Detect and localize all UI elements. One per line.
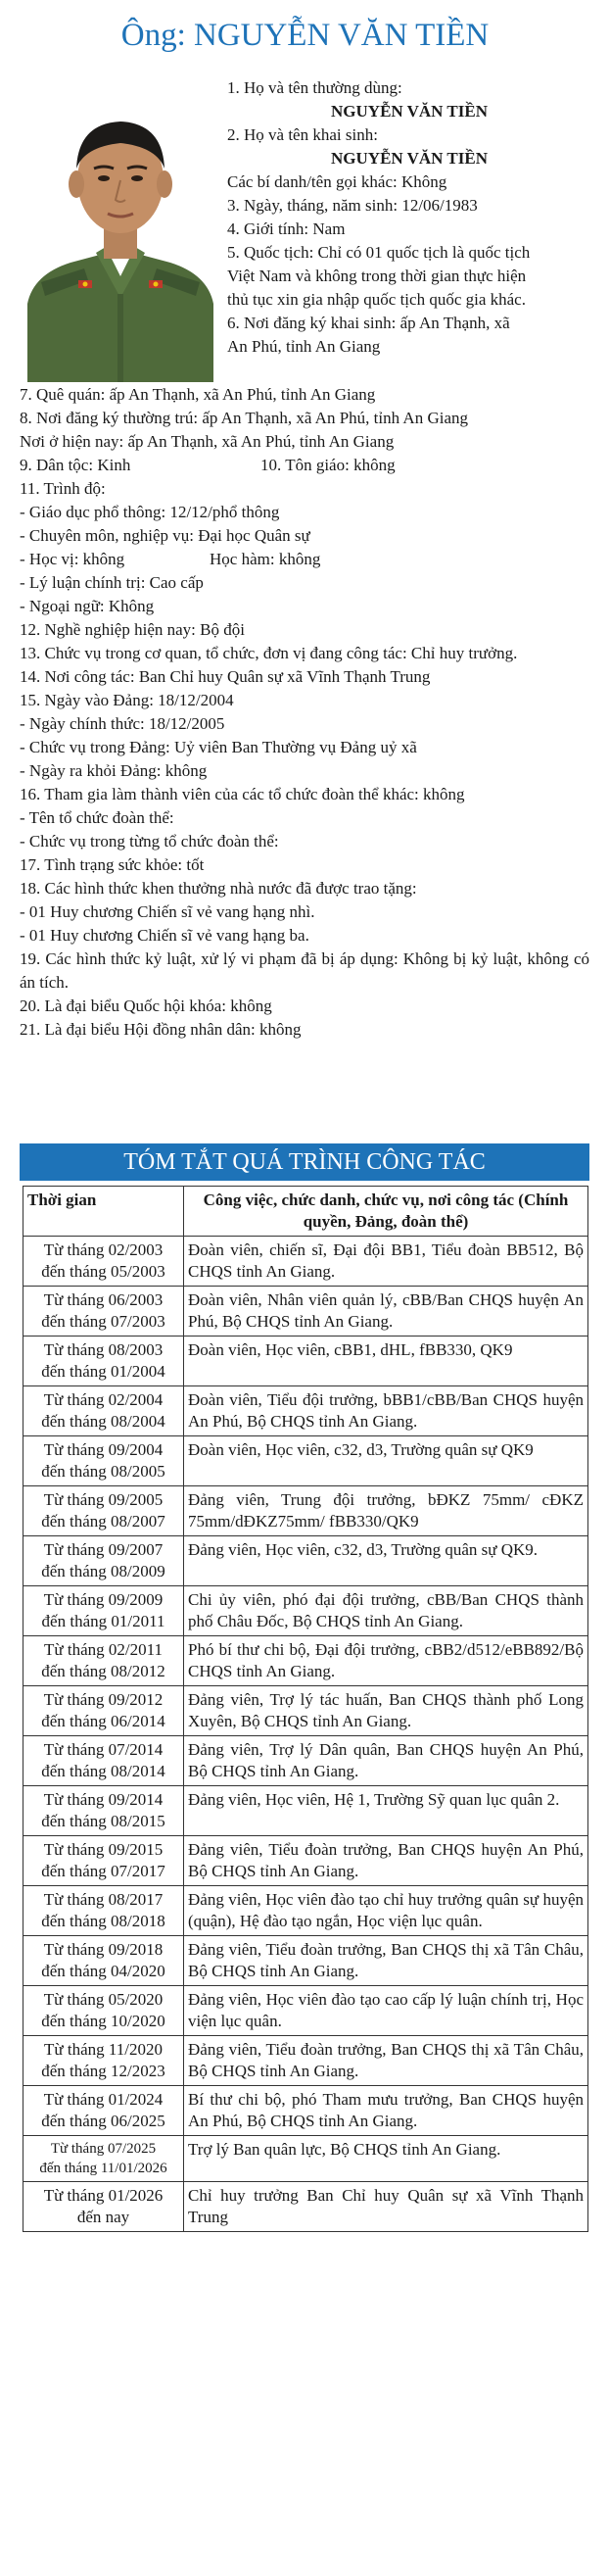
period-from: Từ tháng 11/2020 (44, 2040, 163, 2059)
field-gender: 4. Giới tính: Nam (227, 219, 346, 238)
period-from: Từ tháng 02/2011 (44, 1640, 163, 1659)
description-cell: Chỉ huy trưởng Ban Chỉ huy Quân sự xã Vĩnh Thạnh Trung (184, 2182, 588, 2232)
field-general-education: - Giáo dục phổ thông: 12/12/phổ thông (20, 503, 280, 521)
period-to: đến nay (76, 2208, 130, 2226)
table-row (23, 1886, 588, 1936)
table-row (23, 1386, 588, 1436)
field-workplace: 14. Nơi công tác: Ban Chỉ huy Quân sự xã Vĩnh Thạnh Trung (20, 667, 431, 686)
period-to: đến tháng 07/2017 (41, 1862, 165, 1880)
table-row (23, 1786, 588, 1836)
description-cell: Đảng viên, Học viên, c32, d3, Trường quân sự QK9. (184, 1536, 588, 1586)
description-cell: Đoàn viên, chiến sĩ, Đại đội BB1, Tiểu đoàn BB512, Bộ CHQS tỉnh An Giang. (184, 1237, 588, 1287)
table-row (23, 1337, 588, 1386)
field-hometown: 7. Quê quán: ấp An Thạnh, xã An Phú, tỉnh An Giang (20, 385, 376, 404)
column-header-description: Công việc, chức danh, chức vụ, nơi công tác (Chính quyền, Đảng, đoàn thể) (184, 1187, 588, 1237)
soldier-portrait-image (20, 73, 221, 382)
period-cell (23, 1736, 184, 1786)
table-row (23, 1636, 588, 1686)
period-cell (23, 1287, 184, 1337)
table-row (23, 1736, 588, 1786)
table-row (23, 2036, 588, 2086)
description-cell: Trợ lý Ban quân lực, Bộ CHQS tỉnh An Giang. (184, 2136, 588, 2182)
period-to: đến tháng 08/2015 (41, 1812, 165, 1830)
field-organization-position: - Chức vụ trong từng tổ chức đoàn thể: (20, 832, 279, 851)
table-row (23, 1436, 588, 1486)
period-from: Từ tháng 08/2017 (43, 1890, 164, 1909)
period-to: đến tháng 08/2005 (41, 1462, 165, 1481)
field-award-item: - 01 Huy chương Chiến sĩ vẻ vang hạng ba. (20, 926, 309, 945)
period-to: đến tháng 06/2025 (41, 2112, 165, 2130)
period-cell (23, 2182, 184, 2232)
period-cell (23, 1836, 184, 1886)
period-from: Từ tháng 09/2015 (43, 1840, 164, 1859)
period-from: Từ tháng 09/2009 (43, 1590, 164, 1609)
field-ethnicity: 9. Dân tộc: Kinh (20, 456, 131, 474)
career-table (23, 1186, 588, 2232)
description-cell: Bí thư chi bộ, phó Tham mưu trưởng, Ban CHQS huyện An Phú, Bộ CHQS tỉnh An Giang. (184, 2086, 588, 2136)
period-from: Từ tháng 09/2007 (43, 1540, 164, 1559)
field-health: 17. Tình trạng sức khỏe: tốt (20, 855, 205, 874)
period-cell (23, 1536, 184, 1586)
period-to: đến tháng 08/2014 (41, 1762, 165, 1780)
period-from: Từ tháng 01/2024 (43, 2090, 164, 2109)
field-organization-name: - Tên tổ chức đoàn thể: (20, 808, 174, 827)
period-to: đến tháng 06/2014 (41, 1712, 165, 1730)
period-from: Từ tháng 09/2005 (43, 1490, 164, 1509)
field-party-leave-date: - Ngày ra khỏi Đảng: không (20, 761, 208, 780)
field-permanent-residence: 8. Nơi đăng ký thường trú: ấp An Thạnh, xã An Phú, tỉnh An Giang (20, 409, 468, 427)
field-political-theory: - Lý luận chính trị: Cao cấp (20, 573, 204, 592)
period-cell (23, 1686, 184, 1736)
description-cell: Đảng viên, Trợ lý tác huấn, Ban CHQS thành phố Long Xuyên, Bộ CHQS tỉnh An Giang. (184, 1686, 588, 1736)
field-birth-registration-line-2: An Phú, tỉnh An Giang (227, 337, 381, 356)
table-row (23, 1536, 588, 1586)
field-nationality-line-1: 5. Quốc tịch: Chỉ có 01 quốc tịch là quốc tịch (227, 243, 531, 262)
period-cell (23, 1586, 184, 1636)
field-nationality-line-2: Việt Nam và không trong thời gian thực hiện (227, 267, 527, 285)
period-from: Từ tháng 09/2004 (43, 1440, 164, 1459)
period-cell (23, 1636, 184, 1686)
field-organization-membership: 16. Tham gia làm thành viên của các tổ chức đoàn thể khác: không (20, 785, 465, 803)
field-education-heading: 11. Trình độ: (20, 479, 106, 498)
field-degree: - Học vị: không (20, 550, 125, 568)
field-party-position: - Chức vụ trong Đảng: Uỷ viên Ban Thường vụ Đảng uỷ xã (20, 738, 417, 756)
period-from: Từ tháng 06/2003 (43, 1290, 164, 1309)
field-birth-name-value: NGUYỄN VĂN TIỀN (331, 149, 488, 168)
table-row (23, 2086, 588, 2136)
description-cell: Đảng viên, Tiểu đoàn trưởng, Ban CHQS huyện An Phú, Bộ CHQS tỉnh An Giang. (184, 1836, 588, 1886)
field-discipline: 19. Các hình thức kỷ luật, xử lý vi phạm đã bị áp dụng: Không bị kỷ luật, không có án tích. (20, 949, 589, 992)
table-row (23, 1237, 588, 1287)
description-cell: Đảng viên, Tiểu đoàn trưởng, Ban CHQS thị xã Tân Châu, Bộ CHQS tỉnh An Giang. (184, 1936, 588, 1986)
description-cell: Đảng viên, Học viên, Hệ 1, Trường Sỹ quan lục quân 2. (184, 1786, 588, 1836)
period-cell (23, 1486, 184, 1536)
table-row (23, 1936, 588, 1986)
field-party-official-date: - Ngày chính thức: 18/12/2005 (20, 714, 225, 733)
period-to: đến tháng 08/2018 (41, 1912, 165, 1930)
period-from: Từ tháng 08/2003 (43, 1340, 164, 1359)
field-birth-name-label: 2. Họ và tên khai sinh: (227, 125, 378, 144)
description-cell: Phó bí thư chi bộ, Đại đội trưởng, cBB2/d512/eBB892/Bộ CHQS tỉnh An Giang. (184, 1636, 588, 1686)
period-to: đến tháng 11/01/2026 (39, 2161, 167, 2176)
period-to: đến tháng 04/2020 (41, 1962, 165, 1980)
period-to: đến tháng 12/2023 (41, 2062, 165, 2080)
period-to: đến tháng 08/2009 (41, 1562, 165, 1580)
period-cell (23, 2036, 184, 2086)
period-to: đến tháng 01/2004 (41, 1362, 165, 1381)
period-to: đến tháng 08/2004 (41, 1412, 165, 1431)
period-from: Từ tháng 09/2014 (43, 1790, 164, 1809)
table-row (23, 1586, 588, 1636)
field-occupation: 12. Nghề nghiệp hiện nay: Bộ đội (20, 620, 245, 639)
period-cell (23, 1986, 184, 2036)
table-row (23, 1686, 588, 1736)
field-degree-rank (20, 548, 589, 571)
period-from: Từ tháng 02/2004 (43, 1390, 164, 1409)
profile-details (20, 383, 589, 1042)
period-to: đến tháng 01/2011 (41, 1612, 165, 1630)
field-date-of-birth: 3. Ngày, tháng, năm sinh: 12/06/1983 (227, 196, 478, 215)
period-to: đến tháng 07/2003 (41, 1312, 165, 1331)
period-from: Từ tháng 02/2003 (43, 1240, 164, 1259)
field-professional-education: - Chuyên môn, nghiệp vụ: Đại học Quân sự (20, 526, 310, 545)
period-from: Từ tháng 07/2014 (43, 1740, 164, 1759)
period-cell (23, 1786, 184, 1836)
career-table-header (23, 1187, 588, 1237)
career-table-body (23, 1237, 588, 2232)
description-cell: Đảng viên, Tiểu đoàn trưởng, Ban CHQS thị xã Tân Châu, Bộ CHQS tỉnh An Giang. (184, 2036, 588, 2086)
period-from: Từ tháng 09/2012 (43, 1690, 164, 1709)
field-ethnicity-religion (20, 454, 589, 477)
period-cell (23, 1936, 184, 1986)
period-cell (23, 2136, 184, 2182)
field-peoples-council: 21. Là đại biểu Hội đồng nhân dân: không (20, 1020, 302, 1039)
period-cell (23, 2086, 184, 2136)
field-aliases: Các bí danh/tên gọi khác: Không (227, 172, 447, 191)
period-cell (23, 1337, 184, 1386)
field-national-assembly: 20. Là đại biểu Quốc hội khóa: không (20, 996, 272, 1015)
description-cell: Đảng viên, Trợ lý Dân quân, Ban CHQS huyện An Phú, Bộ CHQS tỉnh An Giang. (184, 1736, 588, 1786)
field-foreign-language: - Ngoại ngữ: Không (20, 597, 155, 615)
field-common-name-label: 1. Họ và tên thường dùng: (227, 78, 402, 97)
period-from: Từ tháng 07/2025 (50, 2141, 157, 2157)
period-from: Từ tháng 01/2026 (43, 2186, 164, 2205)
profile-summary (227, 76, 591, 359)
field-award-item: - 01 Huy chương Chiến sĩ vẻ vang hạng nhì. (20, 902, 315, 921)
description-cell: Đoàn viên, Tiểu đội trưởng, bBB1/cBB/Ban CHQS huyện An Phú, Bộ CHQS tỉnh An Giang. (184, 1386, 588, 1436)
period-to: đến tháng 10/2020 (41, 2012, 165, 2030)
table-row (23, 2182, 588, 2232)
description-cell: Đảng viên, Học viên đào tạo chỉ huy trưởng quân sự huyện (quận), Hệ đào tạo ngắn, Học viện lục quân. (184, 1886, 588, 1936)
period-from: Từ tháng 09/2018 (43, 1940, 164, 1959)
description-cell: Đoàn viên, Nhân viên quản lý, cBB/Ban CHQS huyện An Phú, Bộ CHQS tỉnh An Giang. (184, 1287, 588, 1337)
period-cell (23, 1886, 184, 1936)
table-row (23, 2136, 588, 2182)
field-current-residence: Nơi ở hiện nay: ấp An Thạnh, xã An Phú, tỉnh An Giang (20, 432, 395, 451)
table-row (23, 1486, 588, 1536)
field-birth-registration-line-1: 6. Nơi đăng ký khai sinh: ấp An Thạnh, xã (227, 314, 510, 332)
period-cell (23, 1386, 184, 1436)
period-to: đến tháng 08/2012 (41, 1662, 165, 1680)
table-row (23, 1287, 588, 1337)
field-position: 13. Chức vụ trong cơ quan, tổ chức, đơn vị đang công tác: Chỉ huy trưởng. (20, 644, 518, 662)
description-cell: Đoàn viên, Học viên, c32, d3, Trường quân sự QK9 (184, 1436, 588, 1486)
field-nationality-line-3: thủ tục xin gia nhập quốc tịch quốc gia khác. (227, 290, 526, 309)
career-section-heading: TÓM TẮT QUÁ TRÌNH CÔNG TÁC (20, 1143, 589, 1181)
description-cell: Đảng viên, Học viên đào tạo cao cấp lý luận chính trị, Học viện lục quân. (184, 1986, 588, 2036)
field-academic-title: Học hàm: không (210, 550, 321, 568)
table-row (23, 1836, 588, 1886)
field-awards-heading: 18. Các hình thức khen thưởng nhà nước đã được trao tặng: (20, 879, 417, 898)
period-cell (23, 1436, 184, 1486)
portrait-photo (20, 73, 221, 382)
field-religion: 10. Tôn giáo: không (260, 456, 396, 474)
description-cell: Đảng viên, Trung đội trưởng, bĐKZ 75mm/ cĐKZ 75mm/dĐKZ75mm/ fBB330/QK9 (184, 1486, 588, 1536)
page-title: Ông: NGUYỄN VĂN TIỀN (120, 18, 490, 53)
field-common-name-value: NGUYỄN VĂN TIỀN (331, 102, 488, 121)
table-row (23, 1986, 588, 2036)
description-cell: Chi ủy viên, phó đại đội trưởng, cBB/Ban CHQS thành phố Châu Đốc, Bộ CHQS tỉnh An Giang. (184, 1586, 588, 1636)
period-cell (23, 1237, 184, 1287)
column-header-time: Thời gian (23, 1187, 184, 1237)
period-to: đến tháng 08/2007 (41, 1512, 165, 1531)
field-party-join-date: 15. Ngày vào Đảng: 18/12/2004 (20, 691, 234, 709)
description-cell: Đoàn viên, Học viên, cBB1, dHL, fBB330, QK9 (184, 1337, 588, 1386)
period-from: Từ tháng 05/2020 (43, 1990, 164, 2009)
period-to: đến tháng 05/2003 (41, 1262, 165, 1281)
